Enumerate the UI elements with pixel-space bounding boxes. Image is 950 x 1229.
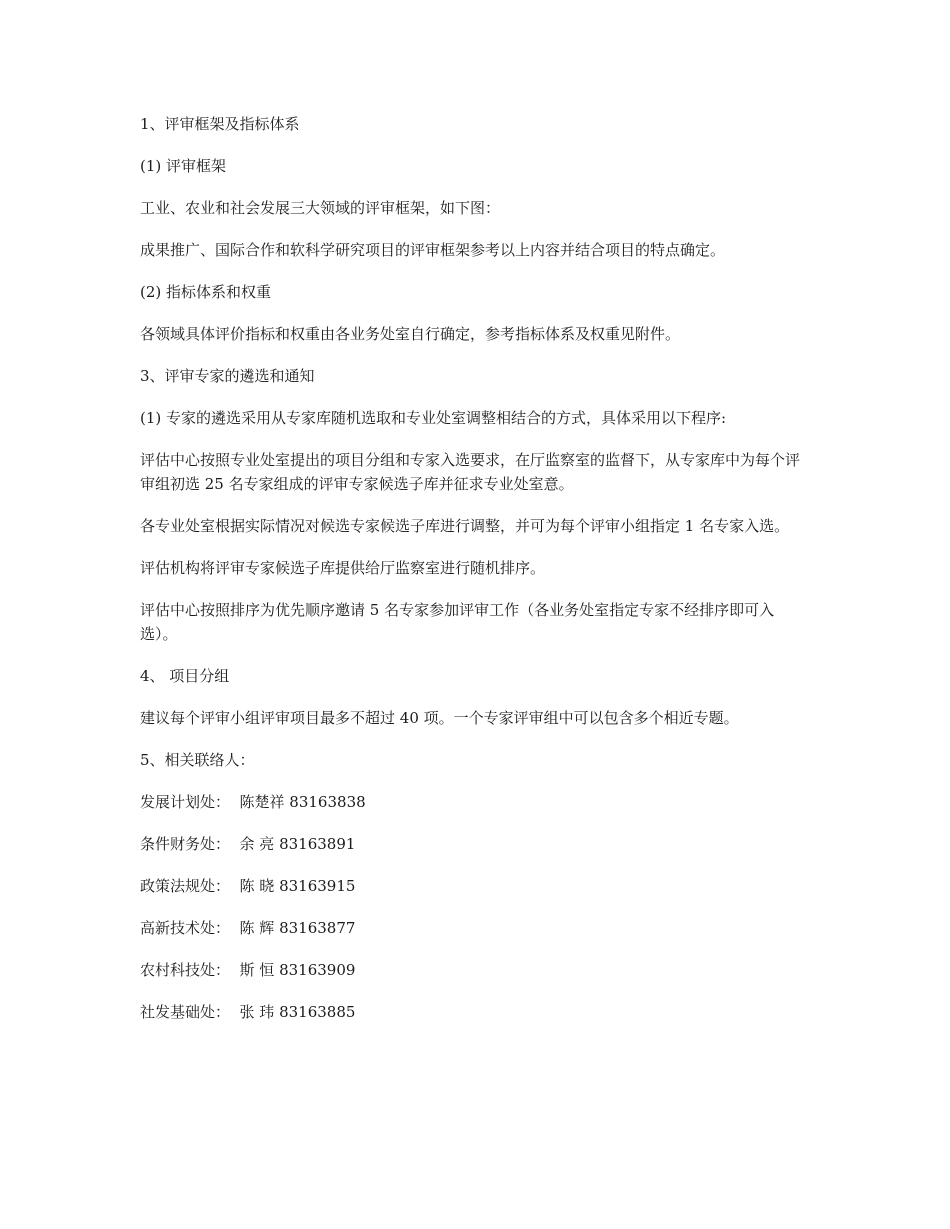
document-page <box>140 112 810 1042</box>
subheading-framework: (1) 评审框架 <box>140 157 227 175</box>
contact-finance: 条件财务处： 余 亮 83163891 <box>140 835 356 853</box>
heading-contacts: 5、相关联络人： <box>140 751 255 769</box>
contact-rural-tech: 农村科技处： 斯 恒 83163909 <box>140 961 356 979</box>
contact-policy-regulation: 政策法规处： 陈 晓 83163915 <box>140 877 356 895</box>
paragraph-selection-step-1: 评估中心按照专业处室提出的项目分组和专家入选要求，在厅监察室的监督下，从专家库中为每个评审组初选 25 名专家组成的评审专家候选子库并征求专业处室意。 <box>140 451 801 493</box>
subheading-indicators: (2) 指标体系和权重 <box>140 283 272 301</box>
paragraph-selection-step-3: 评估机构将评审专家候选子库提供给厅监察室进行随机排序。 <box>140 559 546 577</box>
contact-development-planning: 发展计划处： 陈楚祥 83163838 <box>140 793 366 811</box>
paragraph-framework-intro: 工业、农业和社会发展三大领域的评审框架，如下图： <box>140 199 501 217</box>
paragraph-framework-other: 成果推广、国际合作和软科学研究项目的评审框架参考以上内容并结合项目的特点确定。 <box>140 241 726 259</box>
contact-social-development: 社发基础处： 张 玮 83163885 <box>140 1003 356 1021</box>
paragraph-indicators: 各领域具体评价指标和权重由各业务处室自行确定，参考指标体系及权重见附件。 <box>140 325 681 343</box>
heading-project-grouping: 4、 项目分组 <box>140 667 230 685</box>
heading-review-framework: 1、评审框架及指标体系 <box>140 115 300 133</box>
paragraph-grouping: 建议每个评审小组评审项目最多不超过 40 项。一个专家评审组中可以包含多个相近专题。 <box>140 709 739 727</box>
contact-high-tech: 高新技术处： 陈 辉 83163877 <box>140 919 356 937</box>
paragraph-selection-method: (1) 专家的遴选采用从专家库随机选取和专业处室调整相结合的方式，具体采用以下程序: <box>140 409 727 427</box>
heading-expert-selection: 3、评审专家的遴选和通知 <box>140 367 315 385</box>
paragraph-selection-step-2: 各专业处室根据实际情况对候选专家候选子库进行调整，并可为每个评审小组指定 1 名专家入选。 <box>140 517 790 535</box>
paragraph-selection-step-4: 评估中心按照排序为优先顺序邀请 5 名专家参加评审工作（各业务处室指定专家不经排序即可入选）。 <box>140 601 775 643</box>
